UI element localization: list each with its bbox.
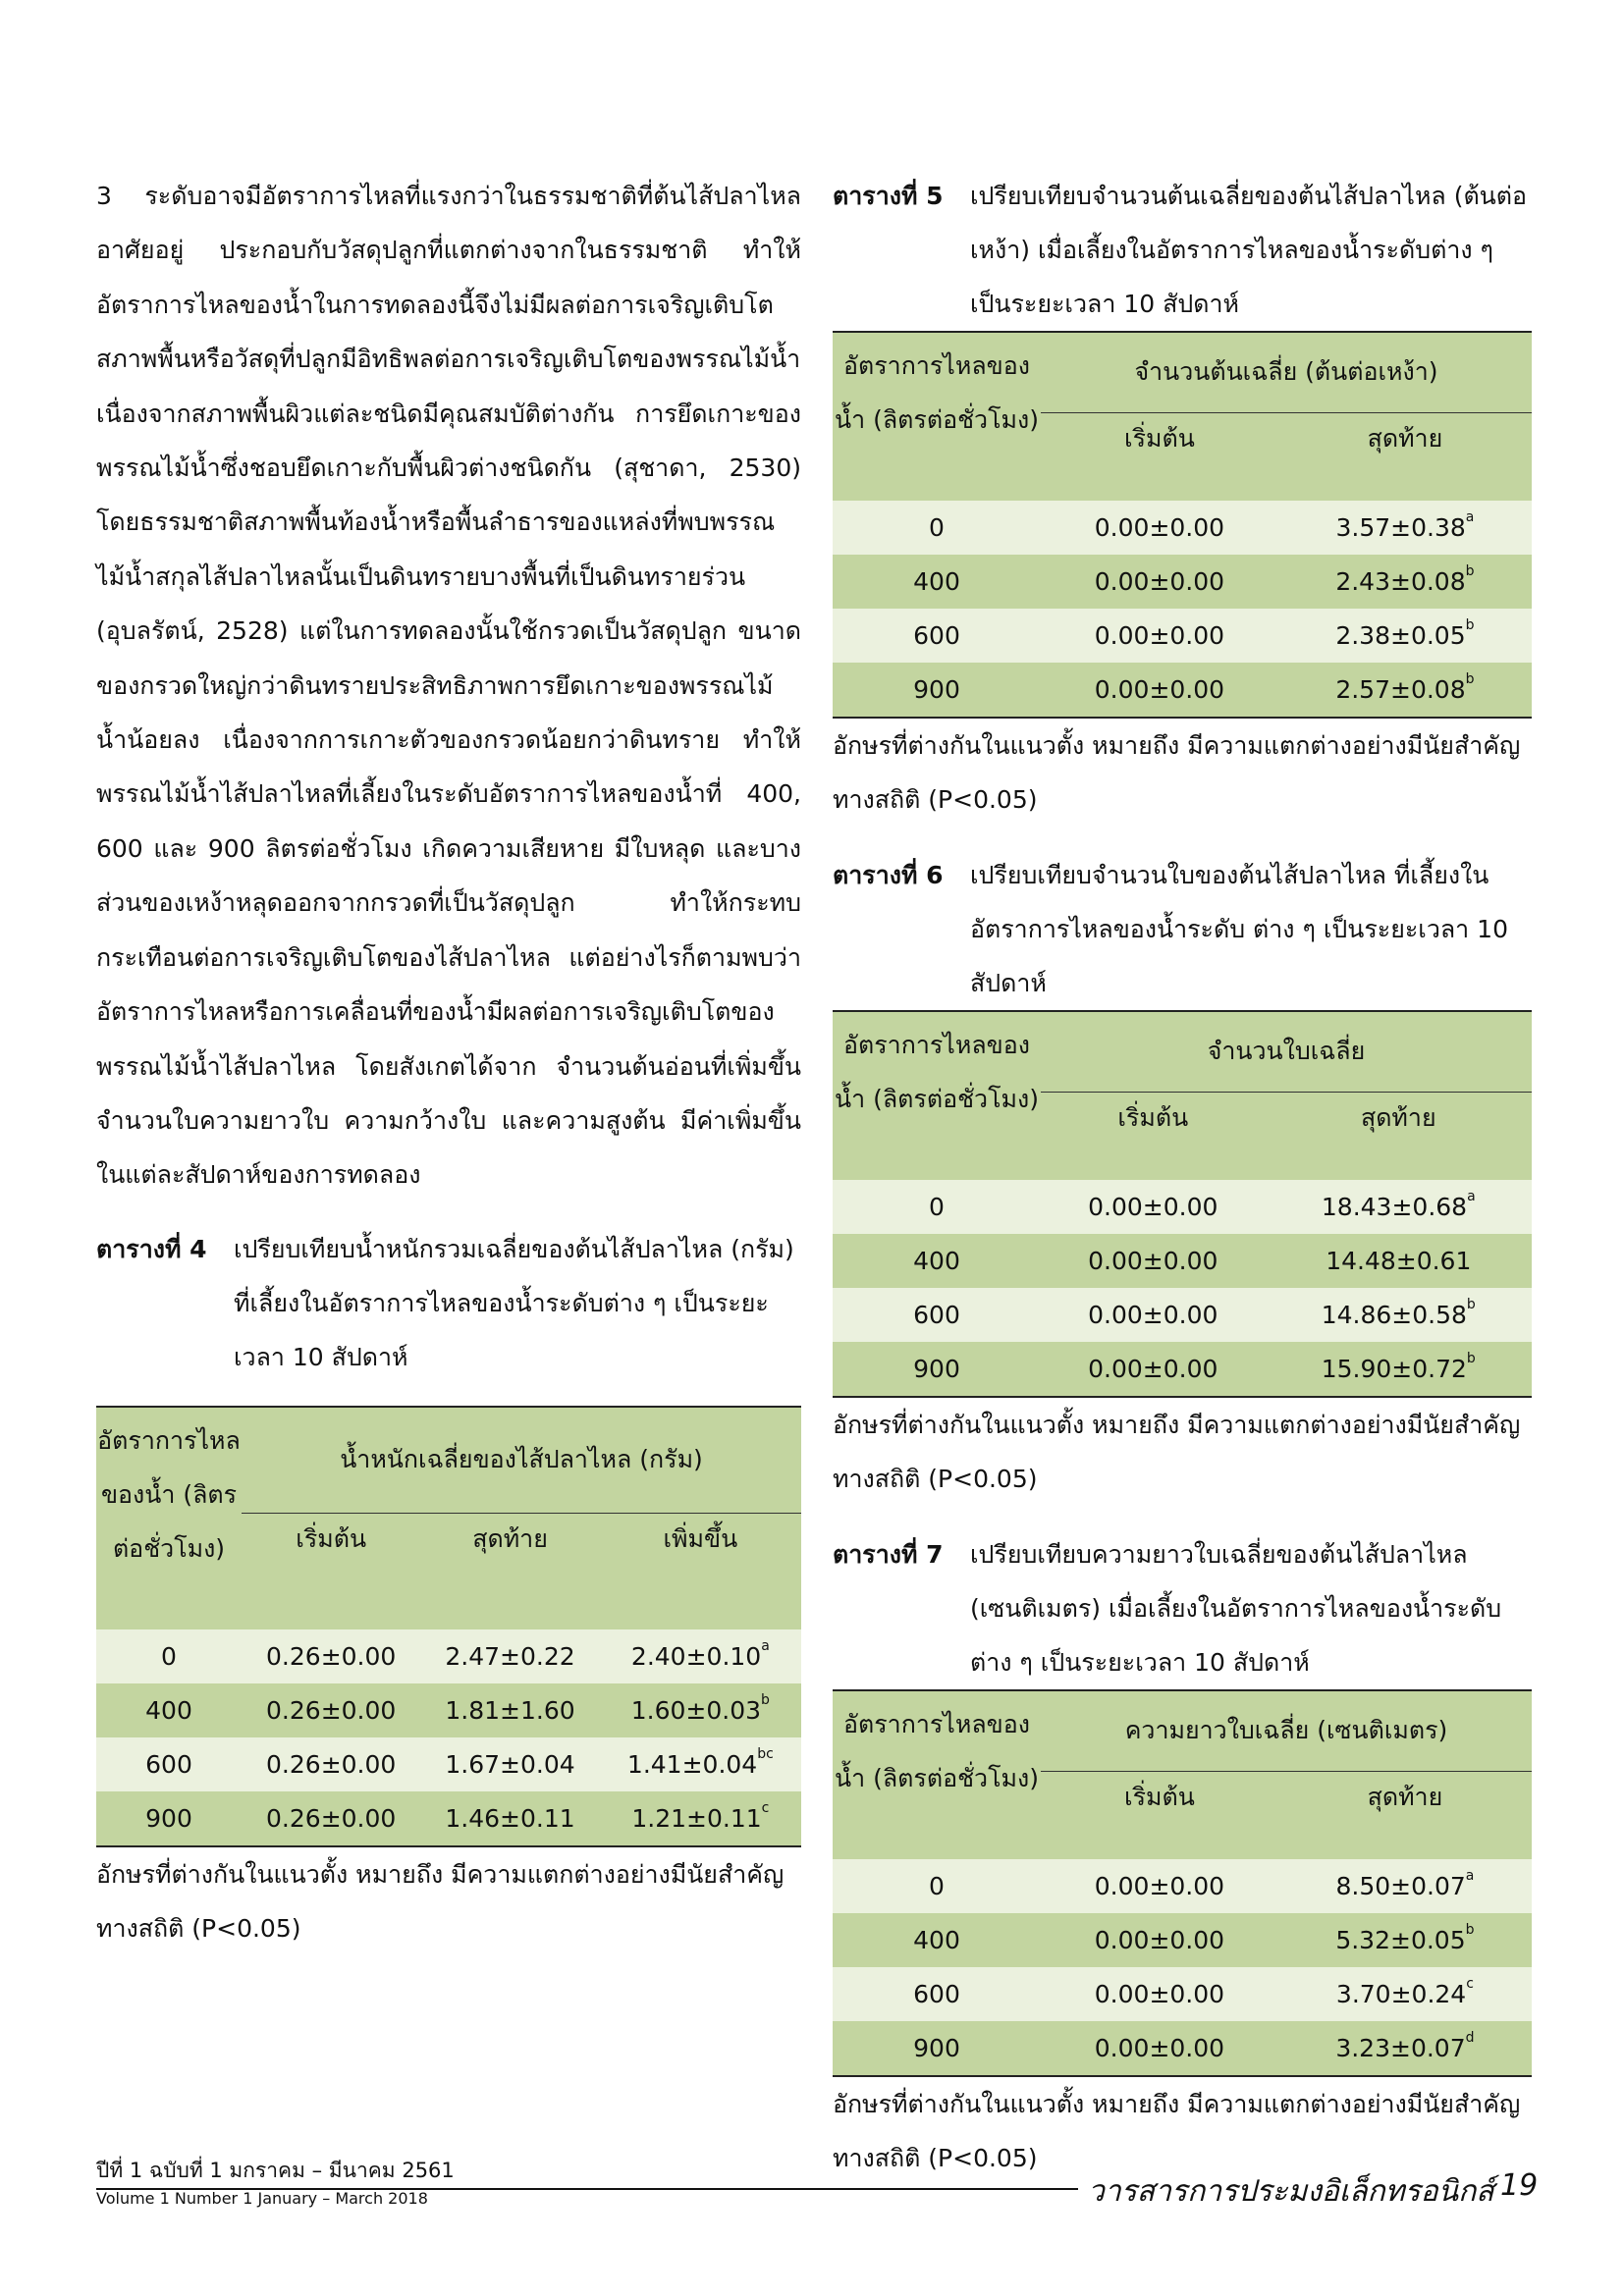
value-cell: 1.46±0.11	[420, 1791, 599, 1846]
value-cell	[600, 1629, 801, 1683]
table-row	[833, 555, 1532, 609]
table-row	[833, 1913, 1532, 1967]
table7-caption	[833, 1527, 1532, 1689]
value-text: 2.38±0.05	[1335, 621, 1466, 650]
value-cell	[1278, 1859, 1532, 1913]
table4-caption	[96, 1222, 801, 1384]
table7-caption-text: เปรียบเทียบความยาวใบเฉลี่ยของต้นไส้ปลาไหล (เซนติเมตร) เมื่อเลี้ยงในอัตราการไหลของน้ำระดับต่าง ๆ เป็นระยะเวลา 10 สัปดาห์	[970, 1540, 1502, 1677]
value-text: 3.57±0.38	[1335, 513, 1466, 542]
value-cell: 0.00±0.00	[1041, 1180, 1266, 1234]
table7-subheader-end: สุดท้าย	[1278, 1771, 1532, 1859]
significance-letter: c	[761, 1799, 770, 1816]
table-row	[833, 663, 1532, 718]
value-text: 18.43±0.68	[1321, 1193, 1468, 1221]
table6-note: อักษรที่ต่างกันในแนวตั้ง หมายถึง มีความแตกต่างอย่างมีนัยสำคัญทางสถิติ (P<0.05)	[833, 1411, 1521, 1493]
table5-caption-text: เปรียบเทียบจำนวนต้นเฉลี่ยของต้นไส้ปลาไหล (ต้นต่อเหง้า) เมื่อเลี้ยงในอัตราการไหลของน้ำระดับต่าง ๆ เป็นระยะเวลา 10 สัปดาห์	[970, 182, 1528, 318]
value-cell: 0.00±0.00	[1041, 1859, 1278, 1913]
value-text: 1.21±0.11	[631, 1803, 762, 1833]
significance-letter: b	[1465, 617, 1475, 633]
rate-cell: 600	[833, 1288, 1041, 1342]
value-cell: 0.00±0.00	[1041, 1288, 1266, 1342]
table5-caption	[833, 169, 1532, 331]
table4-subheader-start: เริ่มต้น	[242, 1513, 420, 1629]
value-cell	[1278, 1913, 1532, 1967]
value-text: 1.41±0.04	[626, 1749, 758, 1779]
value-cell	[1278, 609, 1532, 663]
value-text: 2.40±0.10	[630, 1641, 762, 1671]
table6-label: ตารางที่ 6	[833, 861, 944, 889]
table-row	[833, 2021, 1532, 2076]
table5-group-header: จำนวนต้นเฉลี่ย (ต้นต่อเหง้า)	[1041, 332, 1532, 412]
table4-caption-text: เปรียบเทียบน้ำหนักรวมเฉลี่ยของต้นไส้ปลาไหล (กรัม) ที่เลี้ยงในอัตราการไหลของน้ำระดับต่าง ๆ เป็นระยะเวลา 10 สัปดาห์	[234, 1234, 794, 1371]
value-text: 15.90±0.72	[1321, 1355, 1467, 1383]
rate-cell: 0	[96, 1629, 242, 1683]
significance-letter: b	[1465, 1922, 1475, 1938]
table6-caption	[833, 848, 1532, 1010]
value-cell: 0.00±0.00	[1041, 1913, 1278, 1967]
significance-letter: a	[1467, 1189, 1476, 1204]
value-text: 3.23±0.07	[1335, 2034, 1466, 2062]
significance-letter: a	[761, 1637, 770, 1654]
value-cell	[1266, 1288, 1532, 1342]
rate-cell: 600	[833, 1967, 1041, 2021]
table-row	[833, 501, 1532, 555]
table6-subheader-start: เริ่มต้น	[1041, 1092, 1266, 1180]
table6-col-rate-header: อัตราการไหลของน้ำ (ลิตรต่อชั่วโมง)	[833, 1011, 1041, 1180]
table5-note: อักษรที่ต่างกันในแนวตั้ง หมายถึง มีความแตกต่างอย่างมีนัยสำคัญทางสถิติ (P<0.05)	[833, 731, 1521, 814]
table4	[96, 1406, 801, 1847]
value-text: 2.43±0.08	[1335, 567, 1466, 596]
value-cell	[1266, 1234, 1532, 1288]
value-cell	[1266, 1342, 1532, 1397]
rate-cell: 600	[96, 1737, 242, 1791]
significance-letter: b	[1466, 1351, 1476, 1366]
table4-col-rate-header: อัตราการไหลของน้ำ (ลิตรต่อชั่วโมง)	[96, 1407, 242, 1629]
table5-label: ตารางที่ 5	[833, 182, 944, 210]
value-text: 3.70±0.24	[1335, 1980, 1467, 2008]
value-cell	[1278, 555, 1532, 609]
table4-subheader-end: สุดท้าย	[420, 1513, 599, 1629]
value-cell	[1278, 1967, 1532, 2021]
value-text: 14.48±0.61	[1326, 1247, 1472, 1275]
right-column	[833, 169, 1532, 2185]
table-row	[96, 1629, 801, 1683]
table6	[833, 1010, 1532, 1398]
table6-caption-text: เปรียบเทียบจำนวนใบของต้นไส้ปลาไหล ที่เลี้ยงในอัตราการไหลของน้ำระดับ ต่าง ๆ เป็นระยะเวลา 10 สัปดาห์	[970, 861, 1508, 997]
left-column	[96, 169, 801, 1955]
value-cell: 1.67±0.04	[420, 1737, 599, 1791]
value-cell	[600, 1791, 801, 1846]
rate-cell: 600	[833, 609, 1041, 663]
table7-subheader-start: เริ่มต้น	[1041, 1771, 1278, 1859]
significance-letter: a	[1465, 1868, 1475, 1884]
table-row	[96, 1737, 801, 1791]
table-row	[833, 1342, 1532, 1397]
significance-letter: b	[1465, 563, 1475, 579]
value-cell: 0.26±0.00	[242, 1791, 420, 1846]
rate-cell: 0	[833, 501, 1041, 555]
table-row	[833, 1859, 1532, 1913]
table7-note: อักษรที่ต่างกันในแนวตั้ง หมายถึง มีความแตกต่างอย่างมีนัยสำคัญทางสถิติ (P<0.05)	[833, 2090, 1521, 2172]
value-cell: 0.00±0.00	[1041, 1234, 1266, 1288]
table4-group-header: น้ำหนักเฉลี่ยของไส้ปลาไหล (กรัม)	[242, 1407, 801, 1514]
value-cell: 2.47±0.22	[420, 1629, 599, 1683]
rate-cell: 900	[833, 2021, 1041, 2076]
table-row	[96, 1791, 801, 1846]
rate-cell: 0	[833, 1859, 1041, 1913]
value-cell	[1266, 1180, 1532, 1234]
value-cell	[600, 1737, 801, 1791]
significance-letter: c	[1466, 1976, 1474, 1992]
significance-letter: b	[761, 1691, 770, 1708]
page-number: 19	[1500, 2168, 1539, 2203]
issue-thai: ปีที่ 1 ฉบับที่ 1 มกราคม – มีนาคม 2561	[96, 2159, 455, 2182]
rate-cell: 900	[833, 1342, 1041, 1397]
value-cell	[1278, 2021, 1532, 2076]
table5-col-rate-header: อัตราการไหลของน้ำ (ลิตรต่อชั่วโมง)	[833, 332, 1041, 501]
table-row	[833, 1234, 1532, 1288]
table-row	[833, 1967, 1532, 2021]
table5	[833, 331, 1532, 719]
significance-letter: bc	[757, 1745, 774, 1762]
table4-label: ตารางที่ 4	[96, 1234, 207, 1263]
value-cell: 0.00±0.00	[1041, 609, 1278, 663]
table-row	[96, 1683, 801, 1737]
value-cell: 0.26±0.00	[242, 1737, 420, 1791]
rate-cell: 400	[96, 1683, 242, 1737]
table-row	[833, 1288, 1532, 1342]
table-row	[833, 609, 1532, 663]
value-cell: 0.00±0.00	[1041, 663, 1278, 718]
value-cell: 0.00±0.00	[1041, 555, 1278, 609]
table7-col-rate-header: อัตราการไหลของน้ำ (ลิตรต่อชั่วโมง)	[833, 1690, 1041, 1859]
rate-cell: 400	[833, 1234, 1041, 1288]
value-cell: 1.81±1.60	[420, 1683, 599, 1737]
table7	[833, 1689, 1532, 2077]
table5-subheader-end: สุดท้าย	[1278, 412, 1532, 501]
table4-subheader-inc: เพิ่มขึ้น	[600, 1513, 801, 1629]
rate-cell: 400	[833, 555, 1041, 609]
rate-cell: 900	[833, 663, 1041, 718]
value-cell: 0.00±0.00	[1041, 1342, 1266, 1397]
value-text: 5.32±0.05	[1335, 1926, 1466, 1954]
table4-note: อักษรที่ต่างกันในแนวตั้ง หมายถึง มีความแตกต่างอย่างมีนัยสำคัญทางสถิติ (P<0.05)	[96, 1859, 785, 1943]
value-cell: 0.26±0.00	[242, 1683, 420, 1737]
significance-letter: a	[1465, 509, 1475, 525]
table-row	[833, 1180, 1532, 1234]
value-text: 8.50±0.07	[1335, 1872, 1466, 1900]
significance-letter: b	[1466, 1297, 1476, 1312]
value-cell: 0.00±0.00	[1041, 1967, 1278, 2021]
value-cell	[1278, 501, 1532, 555]
table7-group-header: ความยาวใบเฉลี่ย (เซนติเมตร)	[1041, 1690, 1532, 1771]
table7-label: ตารางที่ 7	[833, 1540, 944, 1569]
significance-letter: d	[1465, 2030, 1475, 2046]
value-cell: 0.26±0.00	[242, 1629, 420, 1683]
rate-cell: 900	[96, 1791, 242, 1846]
value-cell	[1278, 663, 1532, 718]
value-text: 14.86±0.58	[1321, 1301, 1467, 1329]
body-paragraph: 3 ระดับอาจมีอัตราการไหลที่แรงกว่าในธรรมชาติที่ต้นไส้ปลาไหลอาศัยอยู่ ประกอบกับวัสดุปลูกที่แตกต่างจากในธรรมชาติ ทำให้อัตราการไหลของน้ำในการทดลองนี้จึงไม่มีผลต่อการเจริญเติบโต สภาพพื้นหรือวัสดุที่ปลูกมีอิทธิพลต่อการเจริญเติบโตของพรรณไม้น้ำ เนื่องจากสภาพพื้นผิวแต่ละชนิดมีคุณสมบัติต่างกัน การยึดเกาะของพรรณไม้น้ำซึ่งชอบยึดเกาะกับพื้นผิวต่างชนิดกัน (สุชาดา, 2530) โดยธรรมชาติสภาพพื้นท้องน้ำหรือพื้นลำธารของแหล่งที่พบพรรณไม้น้ำสกุลไส้ปลาไหลนั้นเป็นดินทรายบางพื้นที่เป็นดินทรายร่วน (อุบลรัตน์, 2528) แต่ในการทดลองนั้นใช้กรวดเป็นวัสดุปลูก ขนาดของกรวดใหญ่กว่าดินทรายประสิทธิภาพการยึดเกาะของพรรณไม้น้ำน้อยลง เนื่องจากการเกาะตัวของกรวดน้อยกว่าดินทราย ทำให้พรรณไม้น้ำไส้ปลาไหลที่เลี้ยงในระดับอัตราการไหลของน้ำที่ 400, 600 และ 900 ลิตรต่อชั่วโมง เกิดความเสียหาย มีใบหลุด และบางส่วนของเหง้าหลุดออกจากกรวดที่เป็นวัสดุปลูก ทำให้กระทบกระเทือนต่อการเจริญเติบโตของไส้ปลาไหล แต่อย่างไรก็ตามพบว่าอัตราการไหลหรือการเคลื่อนที่ของน้ำมีผลต่อการเจริญเติบโตของพรรณไม้น้ำไส้ปลาไหล โดยสังเกตได้จาก จำนวนต้นอ่อนที่เพิ่มขึ้น จำนวนใบความยาวใบ ความกว้างใบ และความสูงต้น มีค่าเพิ่มขึ้นในแต่ละสัปดาห์ของการทดลอง	[96, 182, 801, 1190]
value-text: 2.57±0.08	[1335, 675, 1466, 704]
rate-cell: 0	[833, 1180, 1041, 1234]
table6-subheader-end: สุดท้าย	[1266, 1092, 1532, 1180]
value-text: 1.60±0.03	[630, 1695, 762, 1725]
value-cell: 0.00±0.00	[1041, 2021, 1278, 2076]
value-cell: 0.00±0.00	[1041, 501, 1278, 555]
table6-group-header: จำนวนใบเฉลี่ย	[1041, 1011, 1532, 1092]
issue-english: Volume 1 Number 1 January – March 2018	[96, 2189, 428, 2208]
table5-subheader-start: เริ่มต้น	[1041, 412, 1278, 501]
journal-title: วารสารการประมงอิเล็กทรอนิกส์	[1088, 2174, 1494, 2209]
significance-letter: b	[1465, 671, 1475, 687]
rate-cell: 400	[833, 1913, 1041, 1967]
value-cell	[600, 1683, 801, 1737]
